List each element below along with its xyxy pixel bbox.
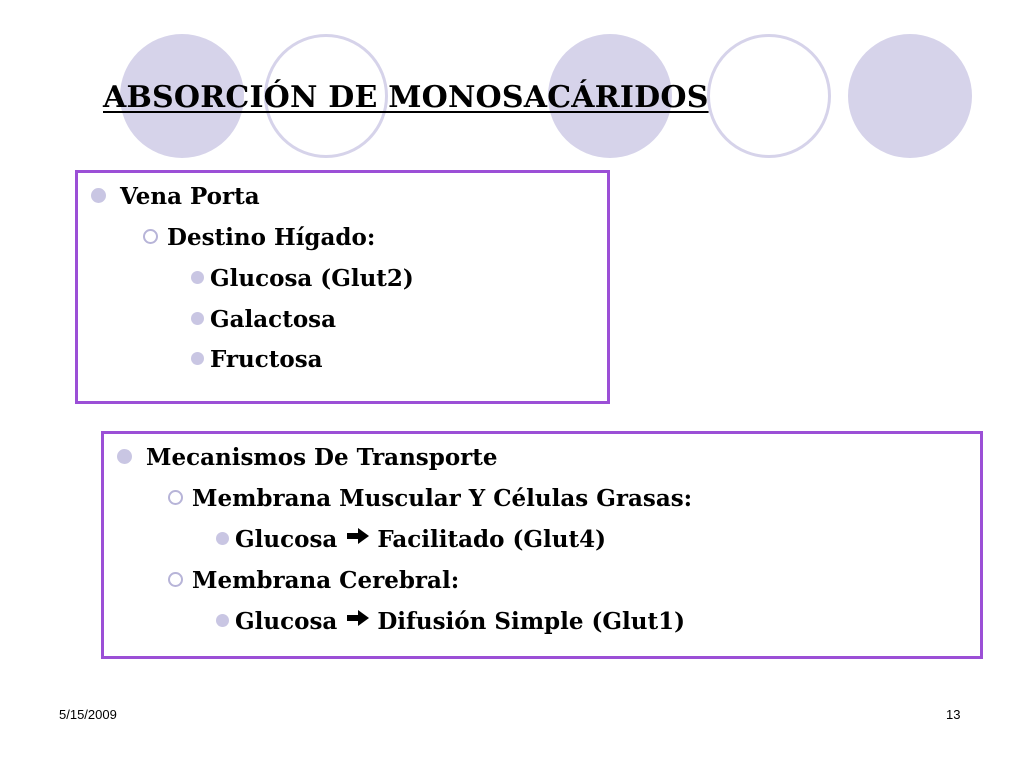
hollow-bullet-icon <box>143 229 158 244</box>
decorative-circle-4 <box>707 34 831 158</box>
transport-mechanisms-box <box>101 431 983 659</box>
box2-item2-left: Glucosa <box>235 608 338 635</box>
box1-item-line <box>191 346 323 374</box>
box1-item: Glucosa (Glut2) <box>210 265 414 292</box>
right-arrow-icon <box>345 525 371 553</box>
box1-sub-line <box>143 224 375 252</box>
decorative-circle-5 <box>848 34 972 158</box>
box2-item2-right: Difusión Simple (Glut1) <box>377 608 686 635</box>
box2-sub1-line <box>168 485 692 513</box>
right-arrow-icon <box>345 607 371 635</box>
box1-sub: Destino Hígado: <box>167 224 376 251</box>
box2-item1-right: Facilitado (Glut4) <box>377 526 606 553</box>
box2-sub2: Membrana Cerebral: <box>192 567 460 594</box>
box2-heading: Mecanismos De Transporte <box>146 444 498 471</box>
bullet-icon <box>117 449 132 464</box>
bullet-icon <box>216 614 229 627</box>
box2-item1-left: Glucosa <box>235 526 338 553</box>
hollow-bullet-icon <box>168 490 183 505</box>
box2-sub2-line <box>168 567 459 595</box>
bullet-icon <box>191 271 204 284</box>
box1-item-line <box>191 265 414 293</box>
vena-porta-box <box>75 170 610 404</box>
box2-heading-line <box>117 444 498 472</box>
bullet-icon <box>216 532 229 545</box>
footer-date: 5/15/2009 <box>59 707 117 722</box>
box1-item: Galactosa <box>210 306 337 333</box>
box2-sub1: Membrana Muscular Y Células Grasas: <box>192 485 693 512</box>
footer-page-number: 13 <box>946 707 961 722</box>
bullet-icon <box>91 188 106 203</box>
box1-item-line <box>191 306 336 334</box>
bullet-icon <box>191 352 204 365</box>
box1-heading: Vena Porta <box>120 183 260 210</box>
bullet-icon <box>191 312 204 325</box>
slide-title: ABSORCIÓN DE MONOSACÁRIDOS <box>103 80 709 115</box>
box2-item2-line <box>216 608 685 637</box>
box1-heading-line <box>91 183 260 211</box>
box2-item1-line <box>216 526 606 555</box>
hollow-bullet-icon <box>168 572 183 587</box>
box1-item: Fructosa <box>210 346 323 373</box>
